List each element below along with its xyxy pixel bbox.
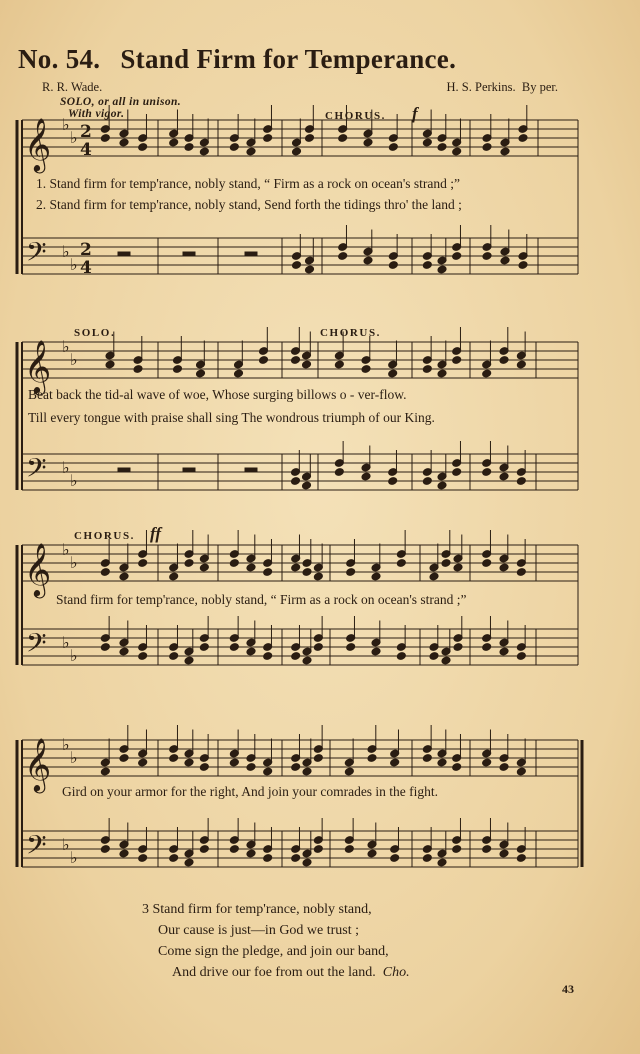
note-head xyxy=(138,559,148,568)
note-head xyxy=(482,252,492,261)
bass-clef-icon: 𝄢 xyxy=(26,236,47,274)
note-head xyxy=(291,652,301,661)
rest-icon xyxy=(245,252,257,256)
flat-icon: ♭ xyxy=(70,255,78,274)
note-head xyxy=(138,758,148,767)
system1-verse1-lyric: 1. Stand firm for temp'rance, nobly stand, “ Firm as a rock on ocean's strand ;” xyxy=(36,176,460,191)
note-head xyxy=(452,252,462,261)
note-head xyxy=(302,656,312,665)
note-head xyxy=(138,854,148,863)
note-head xyxy=(246,147,256,156)
note-head xyxy=(100,845,110,854)
note-head xyxy=(169,652,179,661)
note-head xyxy=(453,563,463,572)
time-sig-top: 2 xyxy=(80,122,92,142)
note-head xyxy=(229,758,239,767)
note-head xyxy=(229,559,239,568)
note-head xyxy=(452,845,462,854)
note-head xyxy=(302,568,312,577)
note-head xyxy=(246,763,256,772)
note-head xyxy=(518,261,528,270)
note-head xyxy=(437,143,447,152)
note-head xyxy=(367,754,377,763)
page-number: 43 xyxy=(562,982,574,996)
note-head xyxy=(105,360,115,369)
chorus-cue: Cho. xyxy=(382,965,410,980)
note-head xyxy=(499,472,509,481)
note-head xyxy=(184,559,194,568)
note-head xyxy=(482,643,492,652)
note-head xyxy=(199,763,209,772)
note-head xyxy=(199,643,209,652)
note-head xyxy=(304,134,314,143)
note-head xyxy=(396,652,406,661)
note-head xyxy=(344,845,354,854)
note-head xyxy=(246,563,256,572)
note-head xyxy=(482,143,492,152)
note-head xyxy=(516,568,526,577)
note-head xyxy=(500,147,510,156)
note-head xyxy=(518,134,528,143)
chorus-marking-1: CHORUS. xyxy=(325,110,387,122)
staff-lines xyxy=(22,120,578,867)
note-head xyxy=(302,858,312,867)
rest-icon xyxy=(183,252,195,256)
treble-clef-icon: 𝄞 xyxy=(24,339,52,393)
note-head xyxy=(291,147,301,156)
tempo-marking: With vigor. xyxy=(68,108,125,120)
solo-unison-marking: SOLO, or all in unison. xyxy=(60,96,182,108)
note-head xyxy=(184,858,194,867)
note-head xyxy=(388,261,398,270)
note-head xyxy=(313,845,323,854)
note-head xyxy=(452,763,462,772)
note-head xyxy=(246,647,256,656)
flat-icon: ♭ xyxy=(62,835,70,854)
lyricist-credit: R. R. Wade. xyxy=(42,80,103,94)
note-head xyxy=(291,261,301,270)
note-head xyxy=(361,365,371,374)
note-head xyxy=(422,477,432,486)
flat-icon: ♭ xyxy=(62,115,70,134)
note-head xyxy=(516,854,526,863)
note-head xyxy=(437,369,447,378)
note-head xyxy=(119,647,129,656)
note-head xyxy=(304,265,314,274)
permission-note: By per. xyxy=(521,80,558,94)
note-head xyxy=(499,849,509,858)
time-sig-top: 2 xyxy=(80,240,92,260)
treble-clef-icon: 𝄞 xyxy=(24,737,52,791)
note-head xyxy=(229,845,239,854)
note-head xyxy=(422,261,432,270)
verse3-line-2: Our cause is just—in God we trust ; xyxy=(158,923,360,938)
note-head xyxy=(199,147,209,156)
system4-lyric: Gird on your armor for the right, And join your comrades in the fight. xyxy=(62,784,439,799)
note-head xyxy=(482,758,492,767)
note-head xyxy=(263,767,273,776)
note-head xyxy=(516,477,526,486)
bass-clef-icon: 𝄢 xyxy=(26,627,47,665)
note-head xyxy=(367,849,377,858)
note-head xyxy=(169,754,179,763)
note-head xyxy=(371,572,381,581)
note-head xyxy=(233,369,243,378)
note-head xyxy=(482,845,492,854)
flat-icon: ♭ xyxy=(70,350,78,369)
rest-icon xyxy=(118,468,130,472)
note-head xyxy=(184,758,194,767)
note-head xyxy=(482,369,492,378)
note-head xyxy=(344,767,354,776)
note-head xyxy=(422,754,432,763)
note-head xyxy=(258,356,268,365)
note-head xyxy=(100,643,110,652)
note-head xyxy=(363,256,373,265)
clefs xyxy=(24,115,92,867)
system2-verse2-lyric: Till every tongue with praise shall sing The wondrous triumph of our King. xyxy=(28,410,435,425)
verse3-line-4-text: And drive our foe from out the land. xyxy=(172,965,376,980)
treble-clef-icon: 𝄞 xyxy=(24,542,52,596)
note-head xyxy=(169,572,179,581)
note-head xyxy=(199,845,209,854)
chorus-marking-3: CHORUS. xyxy=(74,530,136,542)
rest-icon xyxy=(118,252,130,256)
note-head xyxy=(516,767,526,776)
flat-icon: ♭ xyxy=(70,646,78,665)
note-head xyxy=(302,767,312,776)
rest-icon xyxy=(183,468,195,472)
flat-icon: ♭ xyxy=(70,553,78,572)
note-head xyxy=(290,356,300,365)
note-head xyxy=(437,265,447,274)
note-head xyxy=(119,138,129,147)
system3-lyric: Stand firm for temp'rance, nobly stand, “ Firm as a rock on ocean's strand ;” xyxy=(56,592,467,607)
note-head xyxy=(452,468,462,477)
note-head xyxy=(263,134,273,143)
note-head xyxy=(499,356,509,365)
note-head xyxy=(169,854,179,863)
note-head xyxy=(516,652,526,661)
note-head xyxy=(334,468,344,477)
note-head xyxy=(119,849,129,858)
bass-clef-icon: 𝄢 xyxy=(26,829,47,867)
note-head xyxy=(422,854,432,863)
flat-icon: ♭ xyxy=(62,242,70,261)
system1-verse2-lyric: 2. Stand firm for temp'rance, nobly stand, Send forth the tidings thro' the land ; xyxy=(36,197,462,212)
note-head xyxy=(138,652,148,661)
note-head xyxy=(313,643,323,652)
flat-icon: ♭ xyxy=(62,337,70,356)
note-head xyxy=(452,356,462,365)
note-head xyxy=(371,647,381,656)
note-head xyxy=(346,643,356,652)
flat-icon: ♭ xyxy=(62,735,70,754)
note-head xyxy=(100,568,110,577)
note-head xyxy=(184,656,194,665)
note-head xyxy=(363,138,373,147)
note-head xyxy=(263,568,273,577)
note-head xyxy=(338,134,348,143)
note-head xyxy=(291,854,301,863)
note-head xyxy=(138,143,148,152)
hymn-title: Stand Firm for Temperance. xyxy=(120,44,457,74)
note-head xyxy=(338,252,348,261)
note-head xyxy=(169,138,179,147)
note-head xyxy=(119,754,129,763)
note-head xyxy=(172,365,182,374)
note-head xyxy=(301,360,311,369)
note-head xyxy=(195,369,205,378)
note-head xyxy=(313,572,323,581)
note-head xyxy=(100,767,110,776)
note-head xyxy=(263,854,273,863)
note-head xyxy=(361,472,371,481)
note-head xyxy=(499,563,509,572)
note-head xyxy=(346,568,356,577)
note-head xyxy=(396,559,406,568)
note-head xyxy=(133,365,143,374)
flat-icon: ♭ xyxy=(70,748,78,767)
verse3-line-1: 3 Stand firm for temp'rance, nobly stand, xyxy=(142,902,372,917)
flat-icon: ♭ xyxy=(62,540,70,559)
solo-marking: SOLO. xyxy=(74,327,116,339)
bass-clef-icon: 𝄢 xyxy=(26,452,47,490)
flat-icon: ♭ xyxy=(62,458,70,477)
note-head xyxy=(482,468,492,477)
note-head xyxy=(390,854,400,863)
note-head xyxy=(313,754,323,763)
note-head xyxy=(229,143,239,152)
note-head xyxy=(499,763,509,772)
note-head xyxy=(388,143,398,152)
treble-clef-icon: 𝄞 xyxy=(24,117,52,171)
verse3-line-3: Come sign the pledge, and join our band, xyxy=(158,944,389,959)
note-head xyxy=(184,143,194,152)
flat-icon: ♭ xyxy=(70,128,78,147)
note-head xyxy=(429,572,439,581)
note-head xyxy=(422,138,432,147)
note-head xyxy=(263,652,273,661)
note-head xyxy=(334,360,344,369)
flat-icon: ♭ xyxy=(70,848,78,867)
flat-icon: ♭ xyxy=(70,471,78,490)
system2-verse1-lyric: Beat back the tid-al wave of woe, Whose surging billows o - ver-flow. xyxy=(28,387,407,402)
note-head xyxy=(500,256,510,265)
note-head xyxy=(437,758,447,767)
time-sig-bottom: 4 xyxy=(80,258,92,278)
chorus-marking-2: CHORUS. xyxy=(320,327,382,339)
flat-icon: ♭ xyxy=(62,633,70,652)
note-head xyxy=(229,643,239,652)
rest-icon xyxy=(245,468,257,472)
note-head xyxy=(499,647,509,656)
note-head xyxy=(441,656,451,665)
composer-name: H. S. Perkins. xyxy=(446,80,516,94)
note-head xyxy=(291,763,301,772)
note-head xyxy=(100,134,110,143)
time-sig-bottom: 4 xyxy=(80,140,92,160)
note-head xyxy=(290,477,300,486)
note-head xyxy=(516,360,526,369)
note-head xyxy=(452,147,462,156)
note-head xyxy=(388,369,398,378)
note-head xyxy=(388,477,398,486)
note-head xyxy=(437,858,447,867)
verse3-line-4 xyxy=(172,965,410,981)
note-head xyxy=(246,849,256,858)
note-head xyxy=(437,481,447,490)
note-head xyxy=(429,652,439,661)
hymn-number: No. 54. xyxy=(18,44,101,74)
note-head xyxy=(482,559,492,568)
note-head xyxy=(390,758,400,767)
note-heads xyxy=(100,105,528,867)
note-head xyxy=(119,572,129,581)
note-head xyxy=(199,563,209,572)
note-head xyxy=(422,365,432,374)
note-head xyxy=(453,643,463,652)
forte-marking: f xyxy=(412,104,418,123)
note-head xyxy=(301,481,311,490)
note-head xyxy=(291,563,301,572)
fortissimo-marking: ff xyxy=(150,524,162,543)
note-head xyxy=(441,559,451,568)
